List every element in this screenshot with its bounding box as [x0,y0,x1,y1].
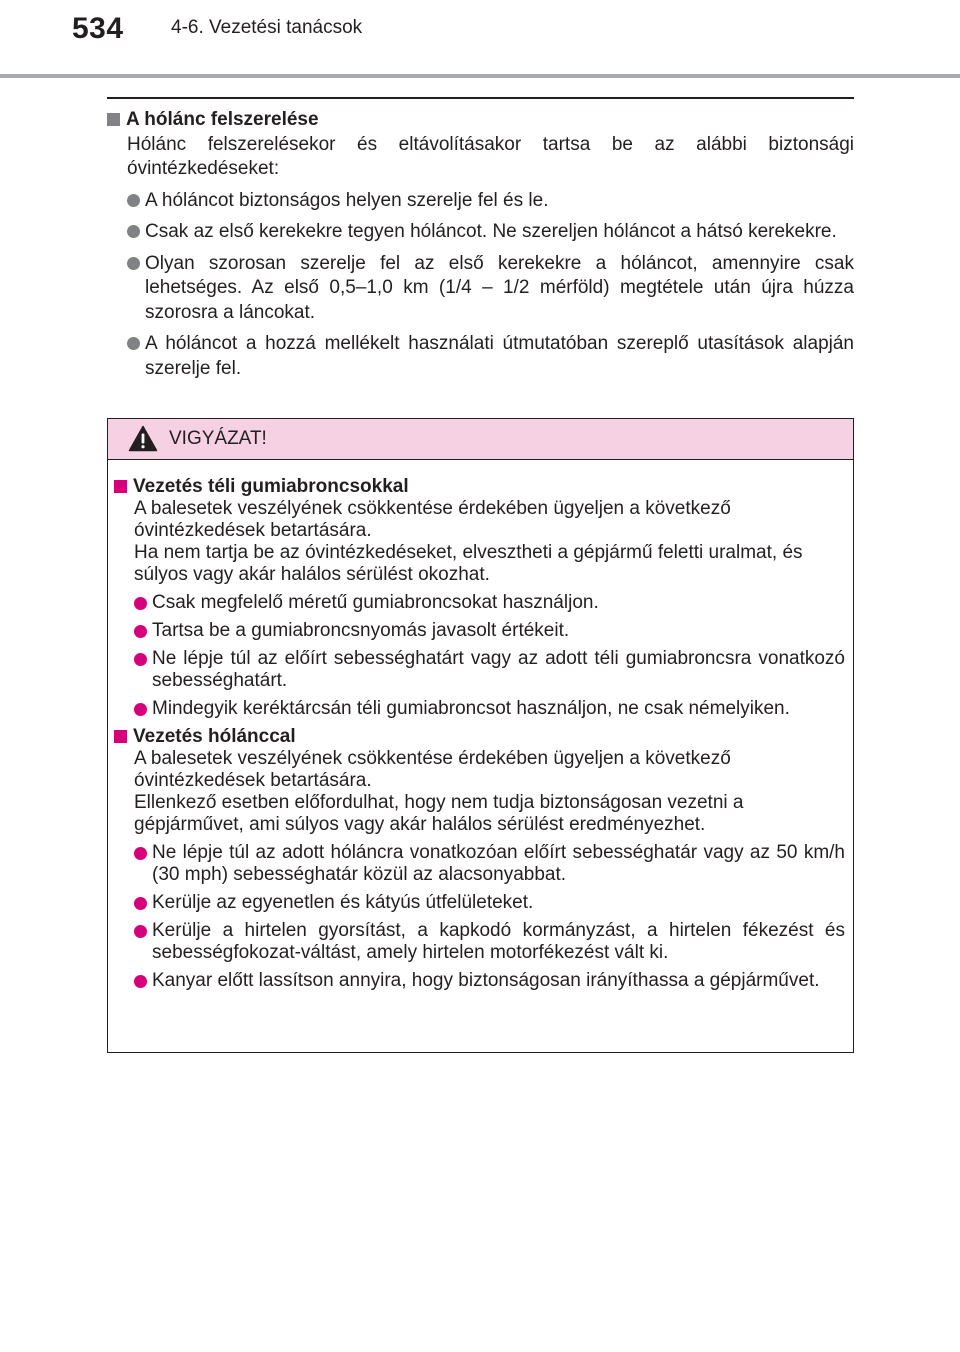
list-item [134,648,845,692]
round-bullet-icon [127,194,140,207]
list-item-text: Ne lépje túl az adott hóláncra vonatkozóan előírt sebességhatár vagy az 50 km/h (30 mph) sebességhatár közül az alacsonyabbat. [152,842,845,885]
intro-text: Hólánc felszerelésekor és eltávolításakor tartsa be az alábbi biztonsági óvintézkedéseket: [127,133,854,179]
round-bullet-icon [127,257,140,270]
square-bullet-icon [114,480,127,493]
list-item-text: Tartsa be a gumiabroncsnyomás javasolt értékeit. [152,620,570,641]
caution-intro: Ellenkező esetben előfordulhat, hogy nem tudja biztonságosan vezetni a gépjárművet, ami súlyos vagy akár halálos sérülést eredményezhet. [134,792,744,835]
caution-body [108,460,853,992]
heading-text: Vezetés téli gumiabroncsokkal [133,476,409,497]
caution-section-heading [114,476,845,498]
list-item-text: Olyan szorosan szerelje fel az első kerekekre a hóláncot, amennyire csak lehetséges. Az első 0,5–1,0 km (1/4 – 1/2 mérföld) megtétele után újra húzza szorosra a láncokat. [145,252,854,323]
list-item [127,332,854,381]
list-item [127,252,854,326]
round-bullet-icon [134,703,147,716]
list-item-text: Ne lépje túl az előírt sebességhatárt vagy az adott téli gumiabroncsra vonatkozó sebességhatárt. [152,648,845,691]
round-bullet-icon [127,225,140,238]
square-bullet-icon [107,113,120,126]
list-item [134,920,845,964]
list-item-text: Kerülje az egyenetlen és kátyús útfelületeket. [152,892,534,913]
heading-text: Vezetés hólánccal [133,726,296,747]
list-item [127,189,854,214]
list-item [134,592,845,614]
list-item-text: Csak megfelelő méretű gumiabroncsokat használjon. [152,592,599,613]
section-title: 4-6. Vezetési tanácsok [171,17,363,38]
list-item [134,842,845,886]
round-bullet-icon [134,597,147,610]
caution-box [107,418,854,1053]
caution-intro: Ha nem tartja be az óvintézkedéseket, elvesztheti a gépjármű feletti uralmat, és súlyos vagy akár halálos sérülést okozhat. [134,542,803,585]
list-item [134,970,845,992]
caution-section-heading [114,726,845,748]
round-bullet-icon [134,925,147,938]
caution-intro: A balesetek veszélyének csökkentése érdekében ügyeljen a következő óvintézkedések betartására. [134,498,731,541]
content-rule [107,97,854,99]
square-bullet-icon [114,730,127,743]
caution-label: VIGYÁZAT! [169,428,267,449]
round-bullet-icon [134,847,147,860]
section-heading [107,108,854,133]
list-item [134,620,845,642]
main-content [107,108,854,381]
list-item-text: Kerülje a hirtelen gyorsítást, a kapkodó kormányzást, a hirtelen fékezést és sebességfokozat-váltást, amely hirtelen motorfékezést vált ki. [152,920,845,963]
page-header [0,0,960,78]
page-number: 534 [72,12,124,45]
caution-header [108,419,853,460]
warning-triangle-icon [128,425,158,452]
round-bullet-icon [134,625,147,638]
list-item-text: Kanyar előtt lassítson annyira, hogy biztonságosan irányíthassa a gépjárművet. [152,970,820,991]
list-item [134,698,845,720]
caution-intro: A balesetek veszélyének csökkentése érdekében ügyeljen a következő óvintézkedések betartására. [134,748,731,791]
list-item-text: A hóláncot biztonságos helyen szerelje fel és le. [145,189,549,211]
list-item-text: A hóláncot a hozzá mellékelt használati útmutatóban szereplő utasítások alapján szerelje fel. [145,333,854,379]
list-item [127,220,854,245]
round-bullet-icon [134,975,147,988]
round-bullet-icon [134,653,147,666]
heading-text: A hólánc felszerelése [126,109,319,130]
round-bullet-icon [127,337,140,350]
list-item-text: Csak az első kerekekre tegyen hóláncot. Ne szereljen hóláncot a hátsó kerekekre. [145,221,837,242]
list-item-text: Mindegyik keréktárcsán téli gumiabroncsot használjon, ne csak némelyiken. [152,698,790,719]
round-bullet-icon [134,897,147,910]
header-rule [0,74,960,78]
list-item [134,892,845,914]
